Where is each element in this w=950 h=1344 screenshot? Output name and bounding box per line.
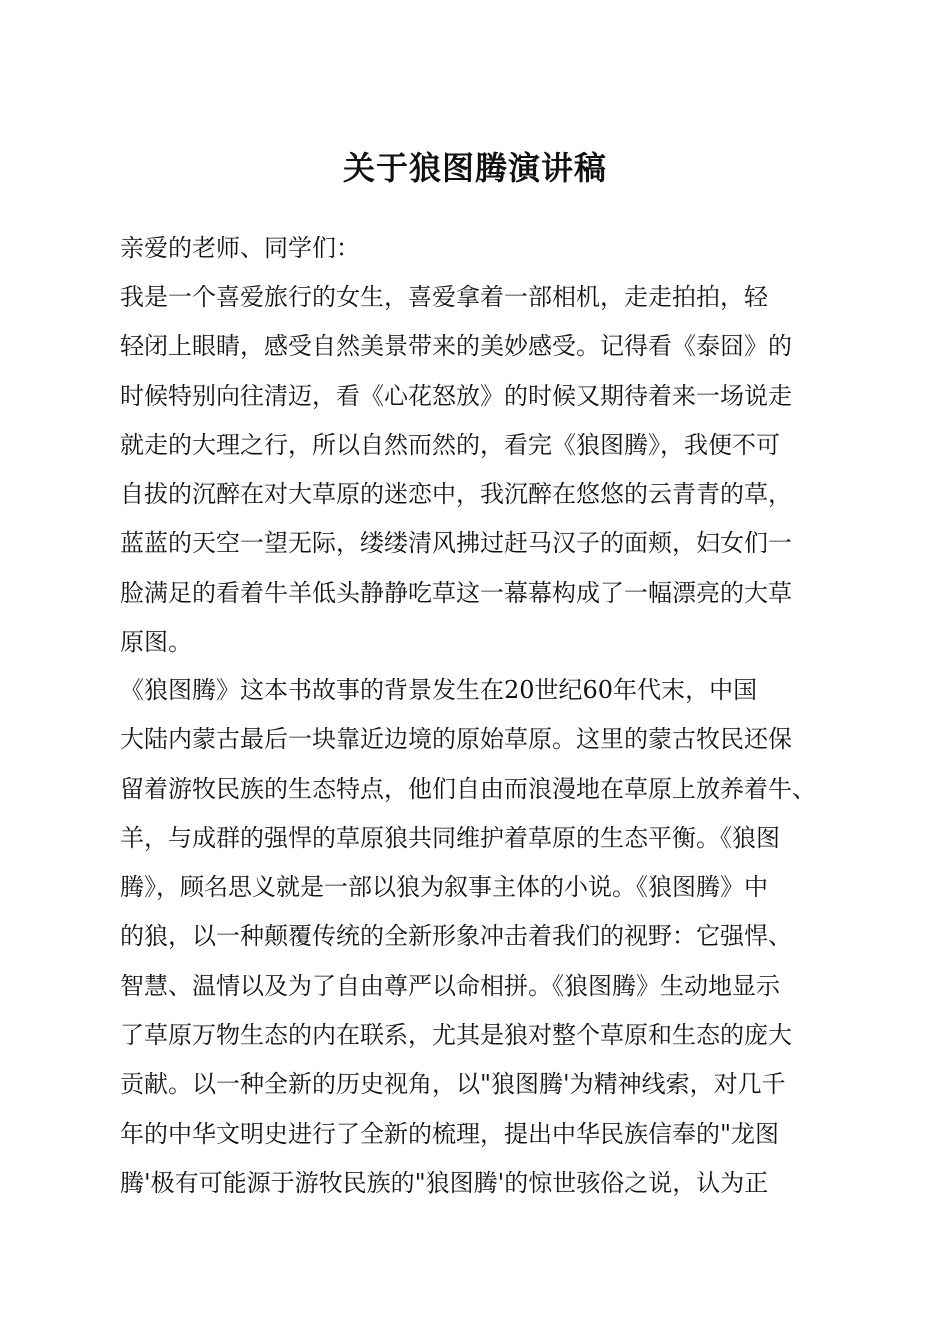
greeting-text: 亲爱的老师、同学们：: [120, 234, 360, 262]
paragraph-2-line: 《狼图腾》这本书故事的背景发生在20世纪60年代末，中国: [120, 676, 758, 704]
paragraph-2-line: 了草原万物生态的内在联系，尤其是狼对整个草原和生态的庞大: [120, 1021, 792, 1050]
paragraph-2-line: 年的中华文明史进行了全新的梳理，提出中华民族信奉的"龙图: [120, 1119, 780, 1148]
paragraph-2-line: 大陆内蒙古最后一块靠近边境的原始草原。这里的蒙古牧民还保: [120, 725, 792, 754]
paragraph-2-line: 腾'极有可能源于游牧民族的"狼图腾'的惊世骇俗之说，认为正: [120, 1168, 769, 1197]
paragraph-1-line: 时候特别向往清迈，看《心花怒放》的时候又期待着来一场说走: [120, 381, 792, 410]
paragraph-1-line: 原图。: [120, 628, 192, 657]
paragraph-2-line: 贡献。以一种全新的历史视角，以"狼图腾'为精神线索，对几千: [120, 1070, 786, 1099]
paragraph-1-line: 蓝蓝的天空一望无际，缕缕清风拂过赶马汉子的面颊，妇女们一: [120, 529, 792, 558]
paragraph-1-line: 我是一个喜爱旅行的女生，喜爱拿着一部相机，走走拍拍，轻: [120, 283, 768, 311]
paragraph-2: [120, 666, 850, 1208]
paragraph-1-line: 轻闭上眼睛，感受自然美景带来的美妙感受。记得看《泰囧》的: [120, 332, 792, 361]
paragraph-2-line: 的狼，以一种颠覆传统的全新形象冲击着我们的视野：它强悍、: [120, 922, 792, 951]
paragraph-1: [120, 273, 850, 667]
paragraph-1-line: 自拔的沉醉在对大草原的迷恋中，我沉醉在悠悠的云青青的草，: [120, 480, 792, 509]
paragraph-2-line: 羊，与成群的强悍的草原狼共同维护着草原的生态平衡。《狼图: [120, 823, 780, 852]
paragraph-2-line: 智慧、温情以及为了自由尊严以命相拼。《狼图腾》生动地显示: [120, 971, 780, 1000]
paragraph-1-line: 脸满足的看着牛羊低头静静吃草这一幕幕构成了一幅漂亮的大草: [120, 578, 792, 607]
paragraph-2-line: 腾》，顾名思义就是一部以狼为叙事主体的小说。《狼图腾》中: [120, 873, 768, 902]
paragraph-1-line: 就走的大理之行，所以自然而然的，看完《狼图腾》，我便不可: [120, 430, 780, 459]
paragraph-2-line: 留着游牧民族的生态特点，他们自由而浪漫地在草原上放养着牛、: [120, 774, 816, 803]
document-title: 关于狼图腾演讲稿: [342, 149, 607, 187]
